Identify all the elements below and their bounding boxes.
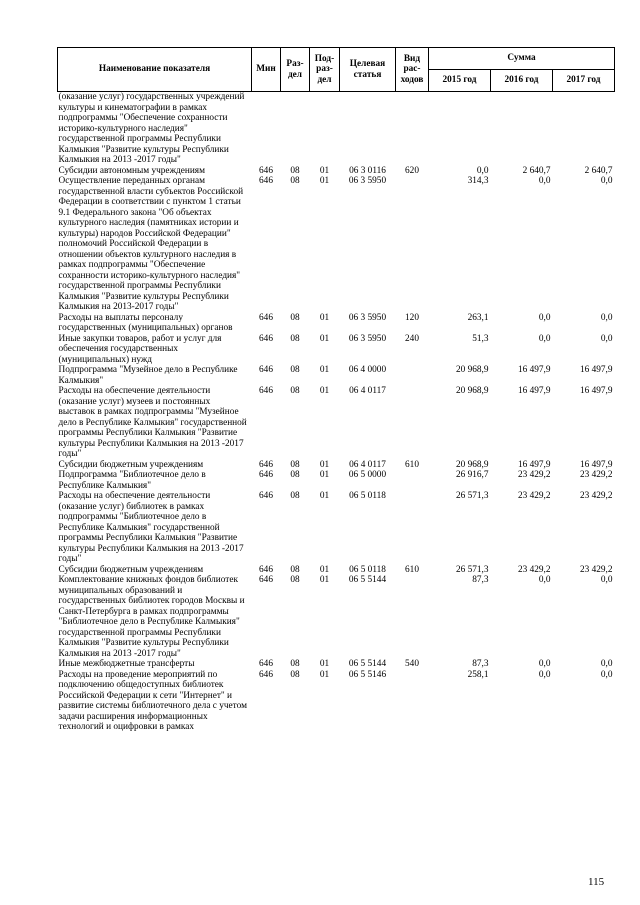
row-razdel: 08 (290, 386, 300, 396)
row-min: 646 (259, 669, 273, 680)
row-sum-2016: 16 497,9 (517, 365, 551, 375)
row-razdel: 08 (290, 564, 300, 575)
row-name: Расходы на обеспечение деятельности (оказание услуг) музеев и постоянных выставок в рамках подпрограммы "Музейное дело в Республике Калмыкия" государственной программы Республики Калмыкия "Развитие культуры Республики Калмыкия на 2013 -2017 годы" (58, 386, 247, 459)
row-statya: 06 5 5144 (348, 575, 387, 585)
row-vid (396, 491, 429, 565)
row-vid (396, 365, 429, 386)
row-vid: 540 (405, 659, 419, 669)
row-vid (396, 575, 429, 659)
row-razdel: 08 (290, 659, 300, 669)
row-razdel: 08 (290, 669, 300, 680)
row-vid: 610 (405, 564, 419, 575)
row-name: Расходы на проведение мероприятий по подключению общедоступных библиотек Российской Федерации к сети "Интернет" и развитие системы библиотечного дела с учетом задачи расширения информационных технологий и оцифровки в рамках (58, 669, 247, 732)
row-podrazdel: 01 (319, 470, 330, 480)
row-sum-2017: 23 429,2 (579, 470, 613, 480)
row-name: Подпрограмма "Библиотечное дело в Республике Калмыкия" (58, 470, 206, 491)
row-razdel: 08 (290, 470, 300, 480)
row-sum-2015: 51,3 (472, 333, 489, 344)
row-sum-2016: 2 640,7 (522, 165, 551, 176)
row-vid (396, 176, 429, 313)
row-name: Подпрограмма "Музейное дело в Республике Калмыкия" (58, 365, 238, 386)
row-min: 646 (259, 491, 273, 501)
budget-table (57, 47, 615, 733)
row-razdel: 08 (290, 312, 300, 323)
row-razdel: 08 (290, 575, 300, 585)
row-podrazdel: 01 (319, 669, 330, 680)
row-name: Иные межбюджетные трансферты (58, 659, 195, 669)
row-podrazdel: 01 (319, 176, 330, 186)
table-row (58, 386, 615, 460)
row-podrazdel: 01 (319, 312, 330, 323)
header-summa: Сумма (429, 48, 615, 70)
row-razdel: 08 (290, 491, 300, 501)
row-razdel: 08 (290, 176, 300, 186)
row-sum-2016: 0,0 (538, 575, 551, 585)
row-statya: 06 3 5950 (348, 312, 387, 323)
row-sum-2016: 0,0 (538, 669, 551, 680)
row-sum-2016: 0,0 (538, 312, 551, 323)
row-sum-2017: 23 429,2 (579, 564, 613, 575)
row-vid: 620 (405, 165, 419, 176)
row-sum-2017: 0,0 (600, 575, 613, 585)
row-min: 646 (259, 470, 273, 480)
row-statya: 06 5 5146 (348, 669, 387, 680)
row-podrazdel: 01 (319, 659, 330, 669)
row-sum-2017 (553, 92, 615, 166)
row-sum-2015: 87,3 (472, 575, 489, 585)
row-name: Субсидии автономным учреждениям (58, 165, 205, 176)
row-podrazdel: 01 (319, 491, 330, 501)
row-podrazdel: 01 (319, 575, 330, 585)
row-min: 646 (259, 176, 273, 186)
table-row (58, 575, 615, 659)
row-vid (396, 670, 429, 733)
row-min: 646 (259, 459, 273, 470)
row-statya: 06 4 0000 (348, 365, 387, 375)
table-row (58, 166, 615, 177)
header-vid: Вид рас- ходов (396, 48, 429, 92)
table-body (58, 92, 615, 733)
row-sum-2017: 0,0 (600, 312, 613, 323)
row-podrazdel: 01 (319, 165, 330, 176)
table-row (58, 565, 615, 576)
row-name: Осуществление переданных органам государственной власти субъектов Российской Федерации в соответствии с пунктом 1 статьи 9.1 Федерального закона "Об объектах культурного наследия (памятниках истории и культуры) народов Российской Федерации" полномочий Российской Федерации в отношении объектов культурного наследия в рамках подпрограммы "Обеспечение сохранности историко-культурного наследия" государственной программы Республики Калмыкия "Развитие культуры Республики Калмыкия на 2013-2017 годы" (58, 176, 244, 312)
row-name: Комплектование книжных фондов библиотек муниципальных образований и государственных библиотек городов Москвы и Санкт-Петербурга в рамках подпрограммы "Библиотечное дело в Республике Калмыкия" государственной программы Республики Калмыкия "Развитие культуры Республики Калмыкия на 2013 -2017 годы" (58, 575, 245, 659)
header-razdel: Раз- дел (281, 48, 310, 92)
row-sum-2017: 16 497,9 (579, 386, 613, 396)
header-min: Мин (252, 48, 281, 92)
header-podrazdel: Под- раз- дел (310, 48, 340, 92)
row-sum-2015: 26 571,3 (455, 491, 489, 501)
row-sum-2015: 87,3 (472, 659, 489, 669)
row-sum-2016: 0,0 (538, 176, 551, 186)
row-statya (340, 92, 396, 166)
row-statya: 06 5 0118 (349, 564, 386, 575)
row-sum-2017: 23 429,2 (579, 491, 613, 501)
table-row (58, 491, 615, 565)
row-name: Иные закупки товаров, работ и услуг для обеспечения государственных (муниципальных) нужд (58, 333, 222, 365)
row-sum-2016: 16 497,9 (517, 459, 551, 470)
table-header (58, 48, 615, 92)
row-statya: 06 4 0117 (349, 386, 386, 396)
table-row (58, 176, 615, 313)
row-sum-2015: 263,1 (467, 312, 489, 323)
row-name: Субсидии бюджетным учреждениям (58, 459, 204, 470)
row-razdel: 08 (290, 365, 300, 375)
row-podrazdel: 01 (319, 564, 330, 575)
row-podrazdel: 01 (319, 386, 330, 396)
row-vid (396, 92, 429, 166)
row-statya: 06 4 0117 (349, 459, 386, 470)
row-sum-2017: 0,0 (600, 176, 613, 186)
row-sum-2016: 16 497,9 (517, 386, 551, 396)
row-sum-2016: 23 429,2 (517, 491, 551, 501)
table-row (58, 460, 615, 471)
header-2016: 2016 год (491, 70, 553, 92)
row-sum-2017: 0,0 (600, 669, 613, 680)
row-vid (396, 470, 429, 491)
row-sum-2015: 26 916,7 (455, 470, 489, 480)
row-razdel (281, 92, 310, 166)
row-vid: 120 (405, 312, 419, 323)
row-sum-2017: 16 497,9 (579, 365, 613, 375)
table-row (58, 334, 615, 366)
row-sum-2015: 20 968,9 (455, 459, 489, 470)
row-statya: 06 5 5144 (348, 659, 387, 669)
header-2015: 2015 год (429, 70, 491, 92)
row-sum-2015 (429, 92, 491, 166)
row-min: 646 (259, 333, 273, 344)
row-min: 646 (259, 165, 273, 176)
row-sum-2016: 0,0 (538, 659, 551, 669)
row-min: 646 (259, 365, 273, 375)
row-sum-2015: 26 571,3 (455, 564, 489, 575)
row-sum-2017: 2 640,7 (584, 165, 613, 176)
row-min: 646 (259, 564, 273, 575)
header-2017: 2017 год (553, 70, 615, 92)
row-sum-2015: 0,0 (476, 165, 489, 176)
page-number: 115 (588, 876, 605, 888)
row-sum-2015: 20 968,9 (455, 365, 489, 375)
row-razdel: 08 (290, 333, 300, 344)
row-statya: 06 3 5950 (348, 333, 387, 344)
table-row (58, 365, 615, 386)
table-row (58, 313, 615, 334)
row-name: Расходы на обеспечение деятельности (оказание услуг) библиотек в рамках подпрограммы "Библиотечное дело в Республике Калмыкия" государственной программы Республики Калмыкия "Развитие культуры Республики Калмыкия на 2013 -2017 годы" (58, 491, 244, 564)
row-min: 646 (259, 575, 273, 585)
row-razdel: 08 (290, 165, 300, 176)
row-sum-2016: 23 429,2 (517, 564, 551, 575)
row-statya: 06 5 0118 (349, 491, 386, 501)
header-statya: Целевая статья (340, 48, 396, 92)
row-min (252, 92, 281, 166)
row-sum-2016: 23 429,2 (517, 470, 551, 480)
row-sum-2017: 16 497,9 (579, 459, 613, 470)
row-podrazdel: 01 (319, 333, 330, 344)
row-vid: 240 (405, 333, 419, 344)
row-name: (оказание услуг) государственных учреждений культуры и кинематографии в рамках подпрограммы "Обеспечение сохранности историко-культурного наследия" государственной программы Республики Калмыкия "Развитие культуры Республики Калмыкия на 2013 -2017 годы" (58, 92, 245, 165)
row-podrazdel (310, 92, 340, 166)
row-min: 646 (259, 312, 273, 323)
row-statya: 06 5 0000 (348, 470, 387, 480)
row-sum-2016: 0,0 (538, 333, 551, 344)
row-name: Расходы на выплаты персоналу государственных (муниципальных) органов (58, 312, 233, 333)
row-sum-2017: 0,0 (600, 333, 613, 344)
table-row (58, 659, 615, 670)
row-sum-2017: 0,0 (600, 659, 613, 669)
row-sum-2016 (491, 92, 553, 166)
row-statya: 06 3 0116 (349, 165, 386, 176)
row-vid: 610 (405, 459, 419, 470)
row-min: 646 (259, 659, 273, 669)
row-vid (396, 386, 429, 460)
row-sum-2015: 20 968,9 (455, 386, 489, 396)
row-statya: 06 3 5950 (348, 176, 387, 186)
row-sum-2015: 314,3 (467, 176, 489, 186)
row-name: Субсидии бюджетным учреждениям (58, 564, 204, 575)
table-row (58, 470, 615, 491)
row-razdel: 08 (290, 459, 300, 470)
table-row (58, 92, 615, 166)
row-podrazdel: 01 (319, 365, 330, 375)
header-name: Наименование показателя (58, 48, 252, 92)
row-min: 646 (259, 386, 273, 396)
row-sum-2015: 258,1 (467, 669, 489, 680)
row-podrazdel: 01 (319, 459, 330, 470)
table-row (58, 670, 615, 733)
